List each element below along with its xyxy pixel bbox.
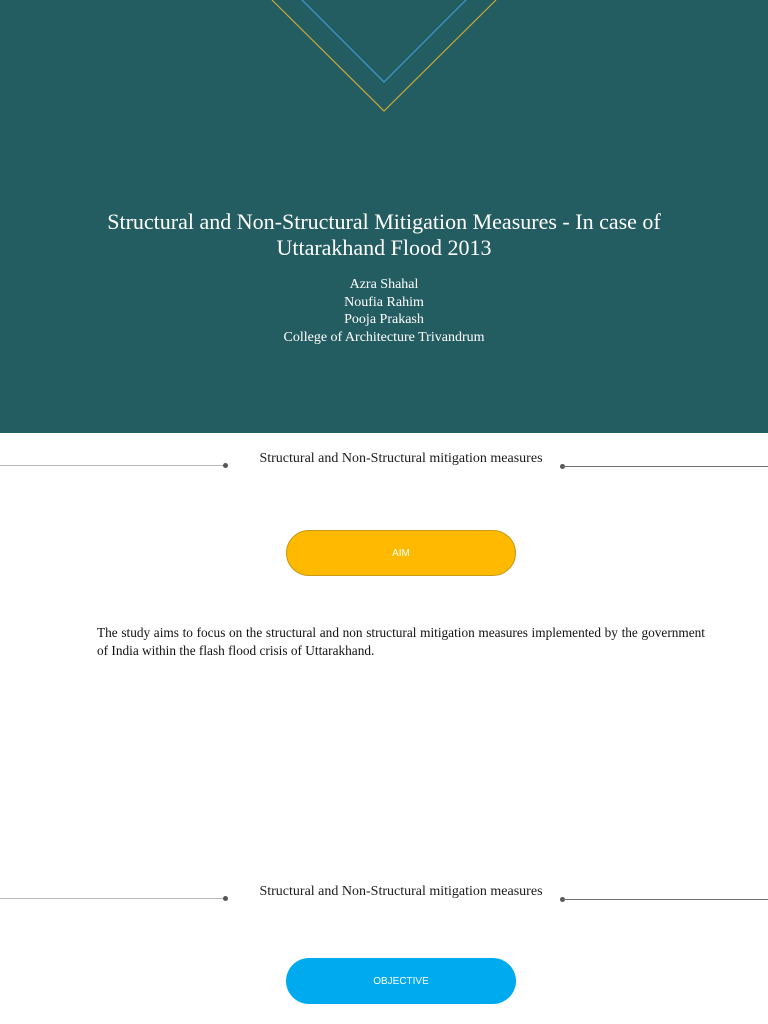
author-name: Azra Shahal [349,277,419,292]
header-rule-right [562,899,768,900]
section-title: Structural and Non-Structural mitigation measures [259,884,543,899]
section-header [0,883,768,907]
institution-name: College of Architecture Trivandrum [283,329,485,345]
author-name: Noufia Rahim [344,294,424,310]
aim-description: The study aims to focus on the structural and non structural mitigation measures implemented by the government of India within the flash flood crisis of Uttarakhand. [97,625,705,658]
header-rule-right [562,466,768,467]
chevron-outer-line [272,0,496,111]
author-name: Pooja Prakash [344,312,424,327]
title-slide [0,0,768,433]
section-title: Structural and Non-Structural mitigation measures [259,451,543,466]
chevron-inner-line [302,0,466,82]
author-list [0,276,768,346]
presentation-title: Structural and Non-Structural Mitigation Measures - In case of Uttarakhand Flood 2013 [107,209,661,260]
aim-pill: AIM [286,530,516,576]
section-header [0,450,768,474]
chevron-decoration [0,0,768,120]
objective-pill: OBJECTIVE [286,958,516,1004]
